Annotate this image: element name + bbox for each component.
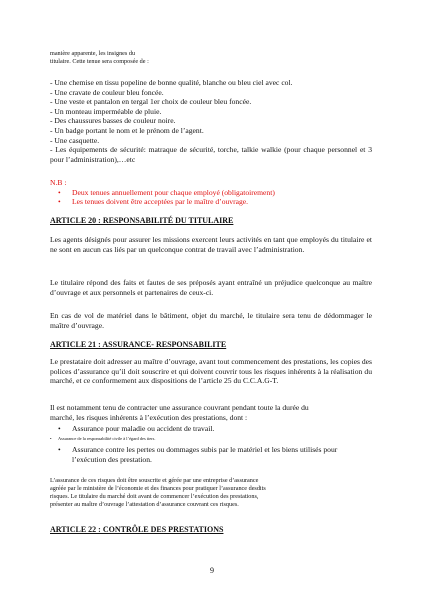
uniform-item: - Les équipements de sécurité: matraque de sécurité, torche, talkie walkie (pour chaque personnel et 3 pour l’administration),…etc — [50, 145, 372, 164]
insurance-item: • Assurance de la responsabilité civile à l’égard des tiers. — [50, 436, 156, 441]
article-20-heading: ARTICLE 20 : RESPONSABILITÉ DU TITULAIRE — [50, 216, 234, 225]
uniform-item: - Un badge portant le nom et le prénom de l’agent. — [50, 125, 204, 135]
article-21-paragraph — [50, 477, 372, 509]
article-20-paragraph: Les agents désignés pour assurer les missions exercent leurs activités en tant que employés du titulaire et ne sont en aucun cas liés par un quelconque contrat de travail avec l’administration. — [50, 235, 372, 254]
article-20-paragraph: Le titulaire répond des faits et fautes de ses préposés ayant entraîné un préjudice quelconque au maître d’ouvrage et aux personnels et partenaires de ceux-ci. — [50, 278, 372, 297]
article-21-paragraph — [50, 403, 372, 422]
text-line: marché, les risques inhérents à l’exécution des prestations, dont : — [50, 412, 248, 422]
insurance-list — [50, 445, 372, 464]
article-21-paragraph: Le prestataire doit adresser au maître d’ouvrage, avant tout commencement des prestations, les copies des polices d’assurance qu’il doit souscrire et qui doivent couvrir tous les risques inhérents à la réalisation du marché, et ce conformement aux dispositions de l’article 25 du C.C.A.G-T. — [50, 357, 372, 386]
intro-line: titulaire. Cette tenue sera composée de : — [50, 58, 149, 65]
insurance-list-small — [50, 436, 372, 442]
insurance-list — [50, 424, 372, 434]
nb-note — [50, 178, 372, 207]
uniform-item: - Des chaussures basses de couleur noire. — [50, 116, 176, 126]
uniform-item: - Une chemise en tissu popeline de bonne qualité, blanche ou bleu ciel avec col. — [50, 78, 293, 87]
insurance-item: • Assurance pour maladie ou accident de travail. — [58, 424, 215, 433]
nb-list — [50, 188, 372, 207]
text-line: présenter au maître d’ouvrage l’attestation d’assurance couvrant ces risques. — [50, 501, 239, 508]
nb-item: • Deux tenues annuellement pour chaque employé (obligatoirement) — [58, 187, 275, 197]
text-line: L’assurance de ces risques doit être souscrite et gérée par une entreprise d’assurance — [50, 477, 259, 484]
uniform-list — [50, 78, 372, 164]
nb-label: N.B : — [50, 178, 67, 187]
nb-item: • Les tenues doivent être acceptées par le maître d’ouvrage. — [58, 197, 249, 207]
article-21-heading: ARTICLE 21 : ASSURANCE- RESPONSABILITE — [50, 340, 227, 349]
text-line: risques. Le titulaire du marché doit avant de commencer l’exécution des prestations, — [50, 493, 259, 500]
uniform-item: - Une veste et pantalon en tergal 1er choix de couleur bleu foncée. — [50, 97, 252, 107]
uniform-item: - Un monteau imperméable de pluie. — [50, 106, 162, 116]
bullet-icon: • — [58, 187, 61, 197]
uniform-item: - Une casquette. — [50, 135, 100, 145]
article-20-paragraph: En cas de vol de matériel dans le bâtiment, objet du marché, le titulaire sera tenu de dédommager le maître d’ouvrage. — [50, 311, 372, 330]
intro-line: manière apparente, les insignes du — [50, 50, 136, 57]
uniform-item: - Une cravate de couleur bleu foncée. — [50, 87, 164, 97]
bullet-icon: • — [50, 436, 52, 441]
bullet-icon: • — [58, 424, 61, 433]
intro-text — [50, 50, 372, 66]
text-line: Il est notamment tenu de contracter une assurance couvrant pendant toute la durée du — [50, 403, 309, 412]
article-22-heading: ARTICLE 22 : CONTRÔLE DES PRESTATIONS — [50, 525, 224, 534]
text-line: agréée par le ministère de l’économie et des finances pour pratiquer l’assurance desdits — [50, 485, 266, 492]
page-number: 9 — [210, 566, 214, 575]
insurance-item: • Assurance contre les pertes ou dommages subis par le matériel et les biens utilisés pour l’exécution des prestation. — [58, 445, 338, 464]
bullet-icon: • — [58, 197, 61, 207]
bullet-icon: • — [58, 445, 61, 454]
